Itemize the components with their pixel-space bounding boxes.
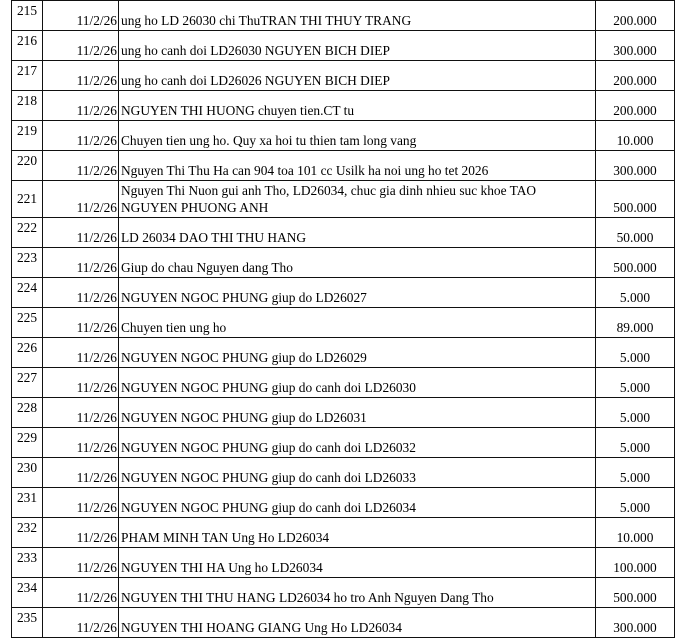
row-description: ung ho canh doi LD26030 NGUYEN BICH DIEP (119, 31, 596, 61)
row-amount: 5.000 (596, 488, 675, 518)
row-amount: 500.000 (596, 578, 675, 608)
row-number: 233 (12, 548, 43, 578)
row-description: LD 26034 DAO THI THU HANG (119, 218, 596, 248)
row-date: 11/2/26 (43, 308, 119, 338)
row-description: NGUYEN NGOC PHUNG giup do canh doi LD26033 (119, 458, 596, 488)
row-number: 215 (12, 1, 43, 31)
row-number: 231 (12, 488, 43, 518)
row-number: 227 (12, 368, 43, 398)
row-date: 11/2/26 (43, 248, 119, 278)
table-row (12, 368, 675, 398)
row-date: 11/2/26 (43, 368, 119, 398)
table-row (12, 398, 675, 428)
row-description: NGUYEN NGOC PHUNG giup do canh doi LD26030 (119, 368, 596, 398)
row-date: 11/2/26 (43, 218, 119, 248)
row-date: 11/2/26 (43, 121, 119, 151)
row-amount: 50.000 (596, 218, 675, 248)
row-date: 11/2/26 (43, 488, 119, 518)
donation-table (11, 0, 675, 638)
donation-table-body (12, 1, 675, 638)
row-number: 222 (12, 218, 43, 248)
table-row (12, 428, 675, 458)
row-number: 219 (12, 121, 43, 151)
row-amount: 89.000 (596, 308, 675, 338)
row-description: Chuyen tien ung ho (119, 308, 596, 338)
row-number: 224 (12, 278, 43, 308)
row-amount: 200.000 (596, 61, 675, 91)
row-description: NGUYEN THI HUONG chuyen tien.CT tu (119, 91, 596, 121)
row-amount: 5.000 (596, 458, 675, 488)
row-description: ung ho canh doi LD26026 NGUYEN BICH DIEP (119, 61, 596, 91)
row-description: NGUYEN THI HOANG GIANG Ung Ho LD26034 (119, 608, 596, 638)
row-number: 225 (12, 308, 43, 338)
row-date: 11/2/26 (43, 181, 119, 218)
row-amount: 300.000 (596, 151, 675, 181)
row-number: 228 (12, 398, 43, 428)
row-number: 230 (12, 458, 43, 488)
row-number: 220 (12, 151, 43, 181)
table-row (12, 548, 675, 578)
table-row (12, 308, 675, 338)
table-row (12, 91, 675, 121)
table-row (12, 278, 675, 308)
row-date: 11/2/26 (43, 518, 119, 548)
row-number: 221 (12, 181, 43, 218)
row-amount: 5.000 (596, 398, 675, 428)
row-description: NGUYEN THI HA Ung ho LD26034 (119, 548, 596, 578)
row-description: ung ho LD 26030 chi ThuTRAN THI THUY TRANG (119, 1, 596, 31)
table-row (12, 608, 675, 638)
table-row (12, 338, 675, 368)
row-amount: 300.000 (596, 608, 675, 638)
row-description: Nguyen Thi Nuon gui anh Tho, LD26034, chuc gia dinh nhieu suc khoe TAO NGUYEN PHUONG ANH (119, 181, 596, 218)
table-row (12, 151, 675, 181)
table-row (12, 518, 675, 548)
table-row (12, 181, 675, 218)
row-date: 11/2/26 (43, 31, 119, 61)
row-amount: 5.000 (596, 368, 675, 398)
row-number: 234 (12, 578, 43, 608)
table-row (12, 121, 675, 151)
row-date: 11/2/26 (43, 91, 119, 121)
row-amount: 200.000 (596, 1, 675, 31)
row-number: 235 (12, 608, 43, 638)
row-date: 11/2/26 (43, 1, 119, 31)
row-amount: 500.000 (596, 181, 675, 218)
row-number: 218 (12, 91, 43, 121)
row-number: 226 (12, 338, 43, 368)
row-description: NGUYEN NGOC PHUNG giup do LD26027 (119, 278, 596, 308)
row-description: PHAM MINH TAN Ung Ho LD26034 (119, 518, 596, 548)
row-number: 232 (12, 518, 43, 548)
table-row (12, 61, 675, 91)
row-date: 11/2/26 (43, 608, 119, 638)
table-row (12, 578, 675, 608)
row-description: NGUYEN NGOC PHUNG giup do LD26029 (119, 338, 596, 368)
row-date: 11/2/26 (43, 548, 119, 578)
row-amount: 10.000 (596, 518, 675, 548)
row-amount: 500.000 (596, 248, 675, 278)
row-date: 11/2/26 (43, 278, 119, 308)
row-number: 216 (12, 31, 43, 61)
row-description: Giup do chau Nguyen dang Tho (119, 248, 596, 278)
row-date: 11/2/26 (43, 398, 119, 428)
row-amount: 10.000 (596, 121, 675, 151)
row-description: Chuyen tien ung ho. Quy xa hoi tu thien tam long vang (119, 121, 596, 151)
table-row (12, 1, 675, 31)
row-description: NGUYEN NGOC PHUNG giup do canh doi LD26034 (119, 488, 596, 518)
row-date: 11/2/26 (43, 151, 119, 181)
row-amount: 5.000 (596, 338, 675, 368)
row-number: 223 (12, 248, 43, 278)
row-amount: 300.000 (596, 31, 675, 61)
row-number: 229 (12, 428, 43, 458)
row-amount: 200.000 (596, 91, 675, 121)
row-description: Nguyen Thi Thu Ha can 904 toa 101 cc Usilk ha noi ung ho tet 2026 (119, 151, 596, 181)
row-number: 217 (12, 61, 43, 91)
table-row (12, 248, 675, 278)
row-date: 11/2/26 (43, 61, 119, 91)
row-amount: 100.000 (596, 548, 675, 578)
row-date: 11/2/26 (43, 578, 119, 608)
row-amount: 5.000 (596, 428, 675, 458)
row-date: 11/2/26 (43, 458, 119, 488)
table-row (12, 218, 675, 248)
table-row (12, 458, 675, 488)
row-description: NGUYEN THI THU HANG LD26034 ho tro Anh Nguyen Dang Tho (119, 578, 596, 608)
table-row (12, 488, 675, 518)
row-date: 11/2/26 (43, 338, 119, 368)
row-date: 11/2/26 (43, 428, 119, 458)
row-amount: 5.000 (596, 278, 675, 308)
row-description: NGUYEN NGOC PHUNG giup do LD26031 (119, 398, 596, 428)
table-row (12, 31, 675, 61)
row-description: NGUYEN NGOC PHUNG giup do canh doi LD26032 (119, 428, 596, 458)
